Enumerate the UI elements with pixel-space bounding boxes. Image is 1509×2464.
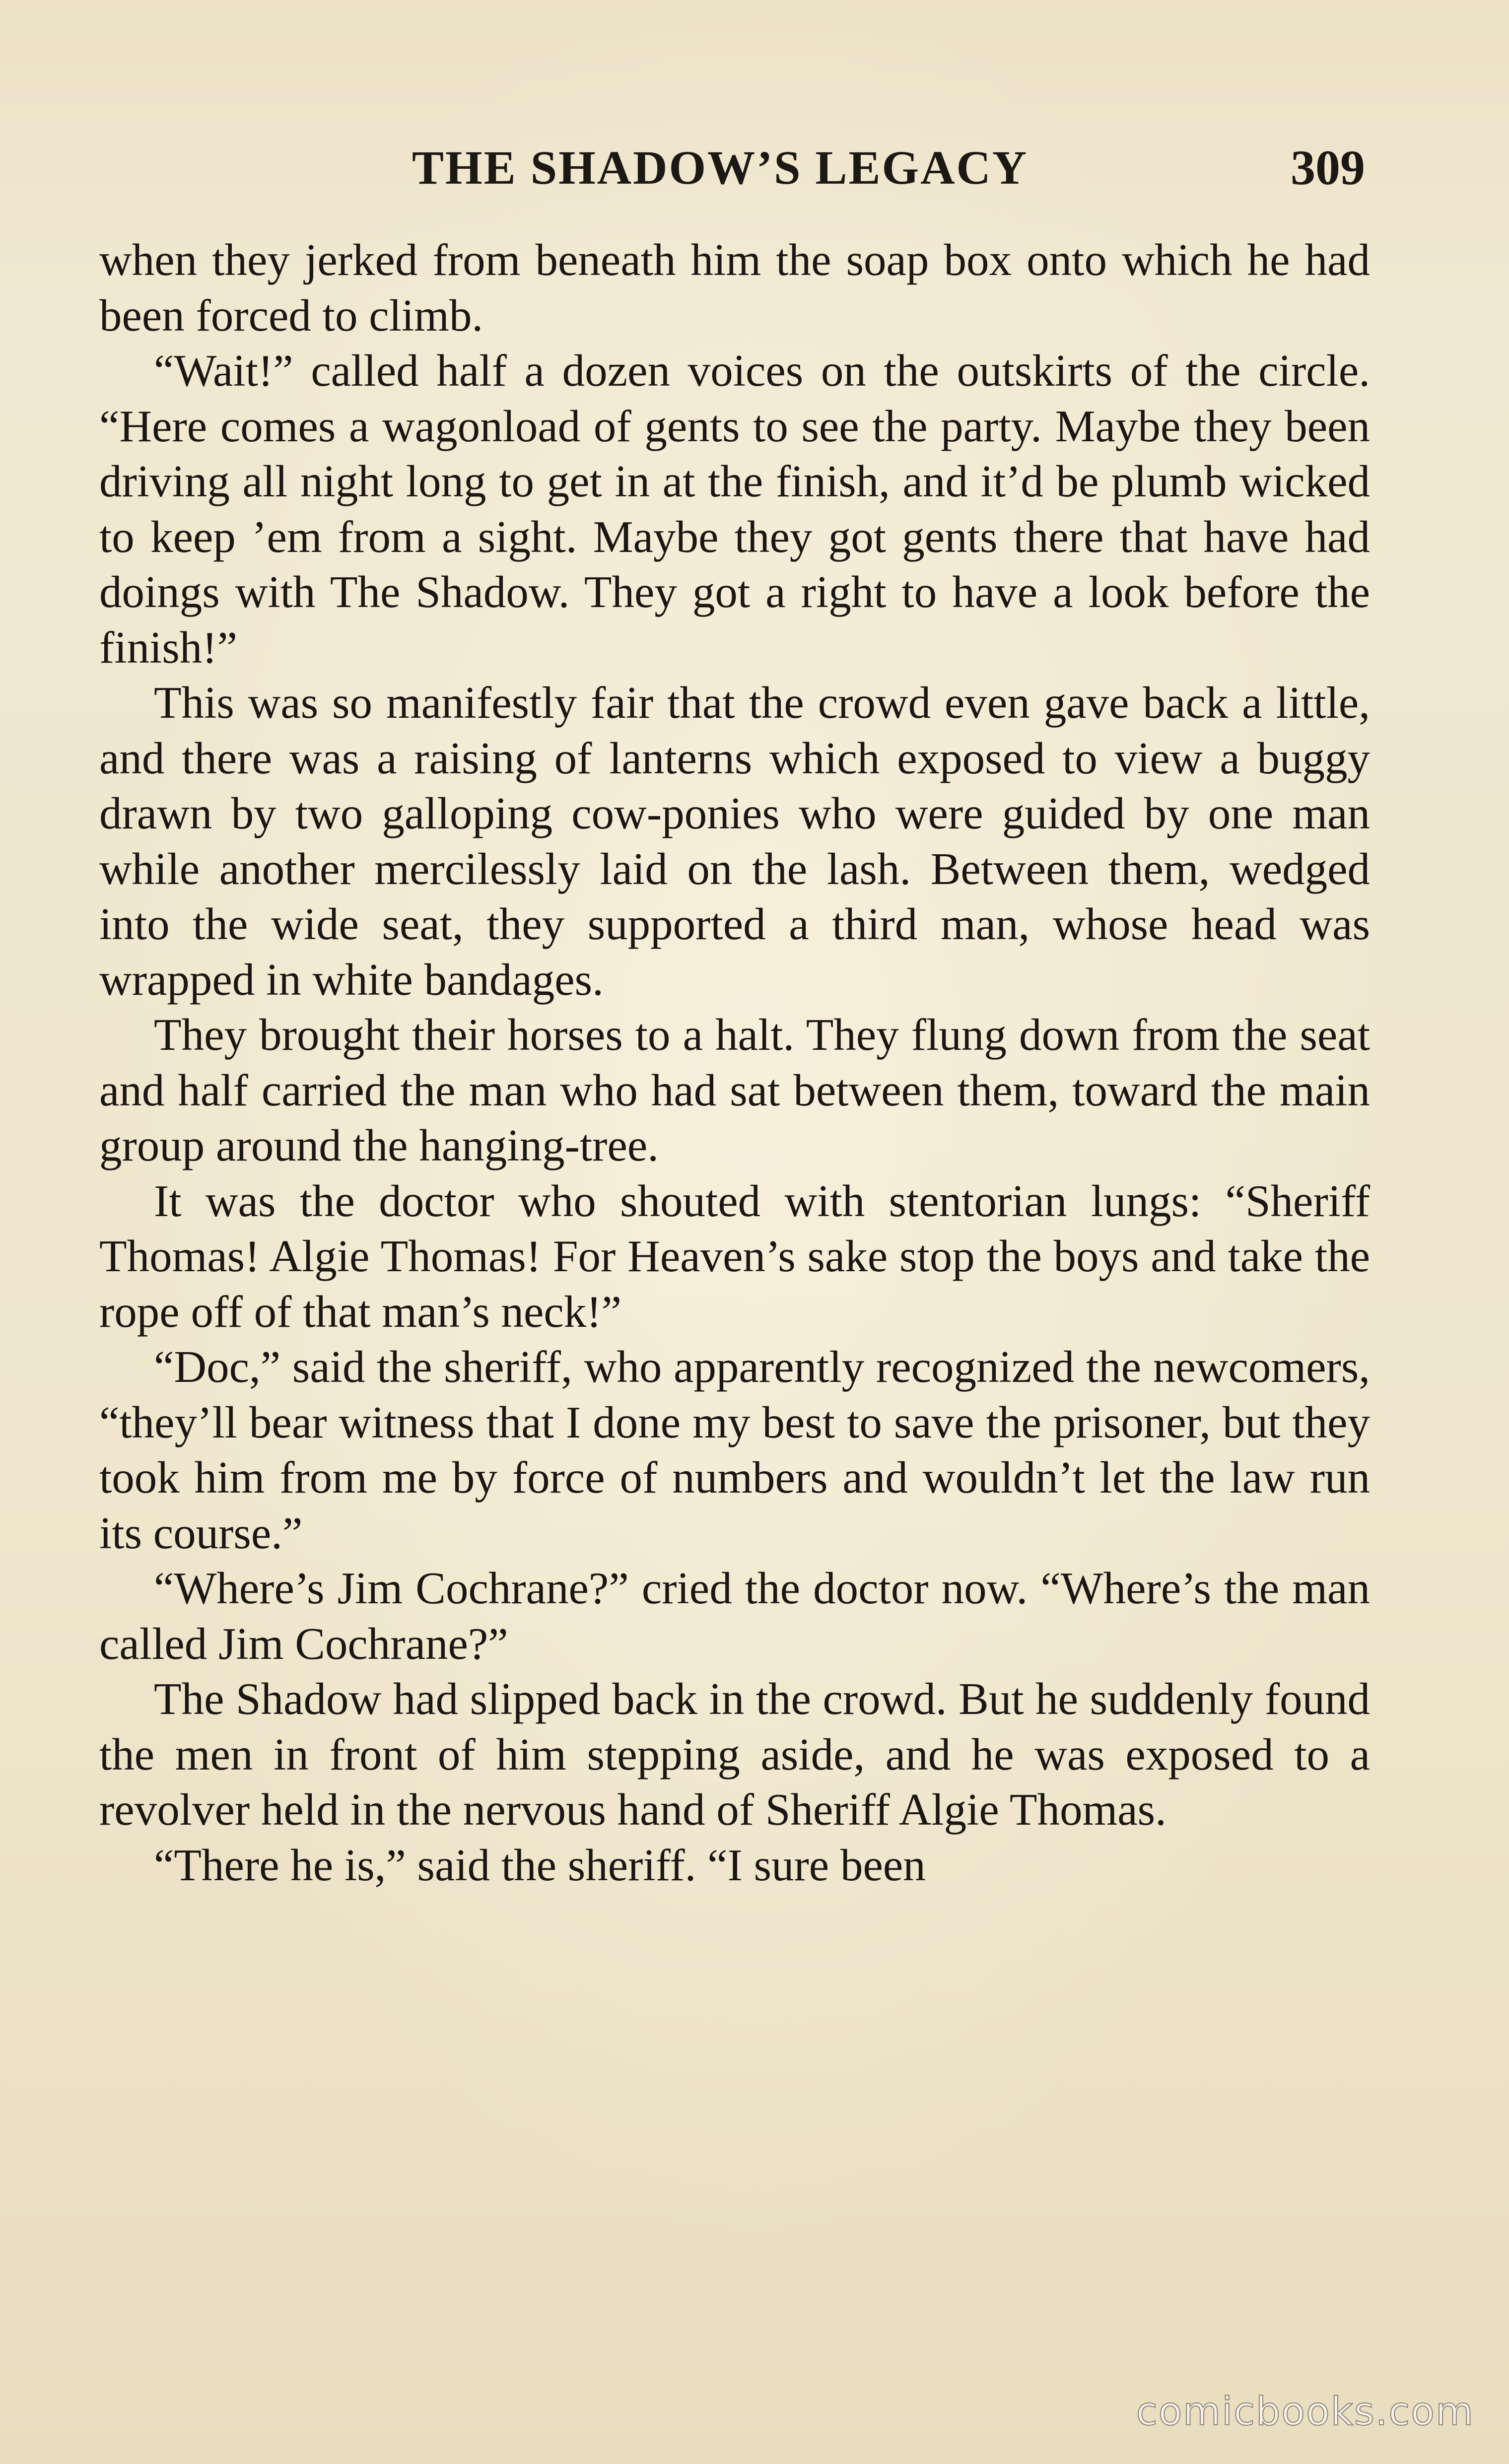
paragraph: “Doc,” said the sheriff, who apparently recognized the newcomers, “they’ll bear witness that I done my best to save the prisoner, but they took him from me by force of numbers and wouldn’t let the law run its course.” [99, 1342, 1370, 1558]
body-text [99, 232, 1370, 1893]
paragraph: The Shadow had slipped back in the crowd. But he suddenly found the men in front of him stepping aside, and he was exposed to a revolver held in the nervous hand of Sheriff Algie Thomas. [99, 1674, 1370, 1835]
paragraph: This was so manifestly fair that the crowd even gave back a little, and there was a raising of lanterns which exposed to view a buggy drawn by two galloping cow-ponies who were guided by one man while another mercilessly laid on the lash. Between them, wedged into the wide seat, they supported a third man, whose head was wrapped in white bandages. [99, 678, 1370, 1005]
paragraph: “There he is,” said the sheriff. “I sure been [154, 1840, 926, 1890]
paragraph: They brought their horses to a halt. They flung down from the seat and half carried the man who had sat between them, toward the main group around the hanging-tree. [99, 1010, 1370, 1170]
page-header [0, 133, 1509, 203]
paragraph: “Wait!” called half a dozen voices on the outskirts of the circle. “Here comes a wagonload of gents to see the party. Maybe they been driving all night long to get in at the finish, and it’d be plumb wicked to keep ’em from a sight. Maybe they got gents there that have had doings with The Shadow. They got a right to have a look before the finish!” [99, 345, 1370, 673]
paragraph: “Where’s Jim Cochrane?” cried the doctor now. “Where’s the man called Jim Cochrane?” [99, 1563, 1370, 1669]
watermark: comicbooks.com [1136, 2390, 1474, 2434]
page-number: 309 [1291, 140, 1365, 195]
paragraph: It was the doctor who shouted with stentorian lungs: “Sheriff Thomas! Algie Thomas! For Heaven’s sake stop the boys and take the rope off of that man’s neck!” [99, 1175, 1370, 1337]
running-head: THE SHADOW’S LEGACY [412, 141, 1029, 194]
paragraph: when they jerked from beneath him the soap box onto which he had been forced to climb. [99, 235, 1370, 341]
